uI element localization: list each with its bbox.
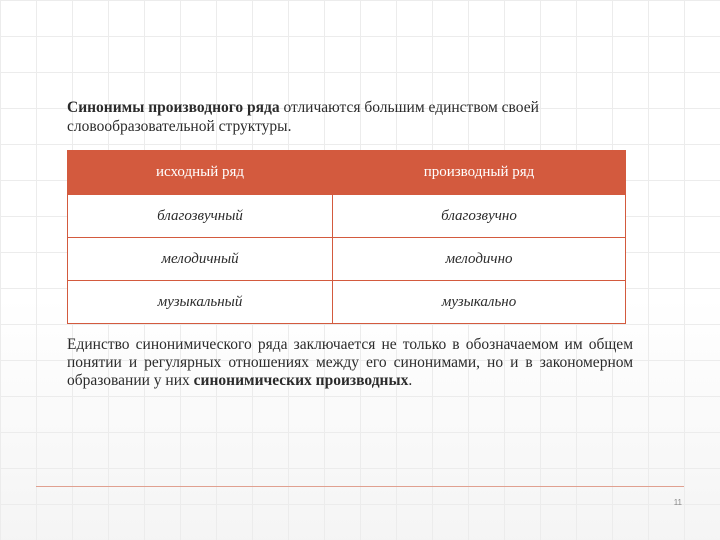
header-derived-row: производный ряд xyxy=(333,151,626,195)
outro-end: . xyxy=(408,372,413,389)
outro-paragraph xyxy=(67,336,633,390)
table-cell: благозвучно xyxy=(333,195,626,238)
outro-bold-term: синонимических производных xyxy=(193,372,409,389)
intro-text: отличаются большим единством своей словообразовательной структуры. xyxy=(67,99,539,135)
table-cell: благозвучный xyxy=(68,195,333,238)
table-row xyxy=(68,281,626,324)
table-cell: мелодично xyxy=(333,238,626,281)
outro-text: Единство синонимического ряда заключается не только в обозначаемом им общем понятии и регулярных отношениях между его синонимами, но и в закономерном образовании у них xyxy=(67,336,633,389)
page-number: 11 xyxy=(673,498,682,507)
intro-paragraph xyxy=(67,98,627,136)
table-cell: музыкально xyxy=(333,281,626,324)
table-cell: музыкальный xyxy=(68,281,333,324)
intro-bold-term: Синонимы производного ряда xyxy=(67,99,280,116)
header-source-row: исходный ряд xyxy=(68,151,333,195)
table-row xyxy=(68,238,626,281)
synonym-table xyxy=(67,150,626,324)
footer-divider xyxy=(36,486,684,487)
table-row xyxy=(68,195,626,238)
table-header-row xyxy=(68,151,626,195)
table-cell: мелодичный xyxy=(68,238,333,281)
